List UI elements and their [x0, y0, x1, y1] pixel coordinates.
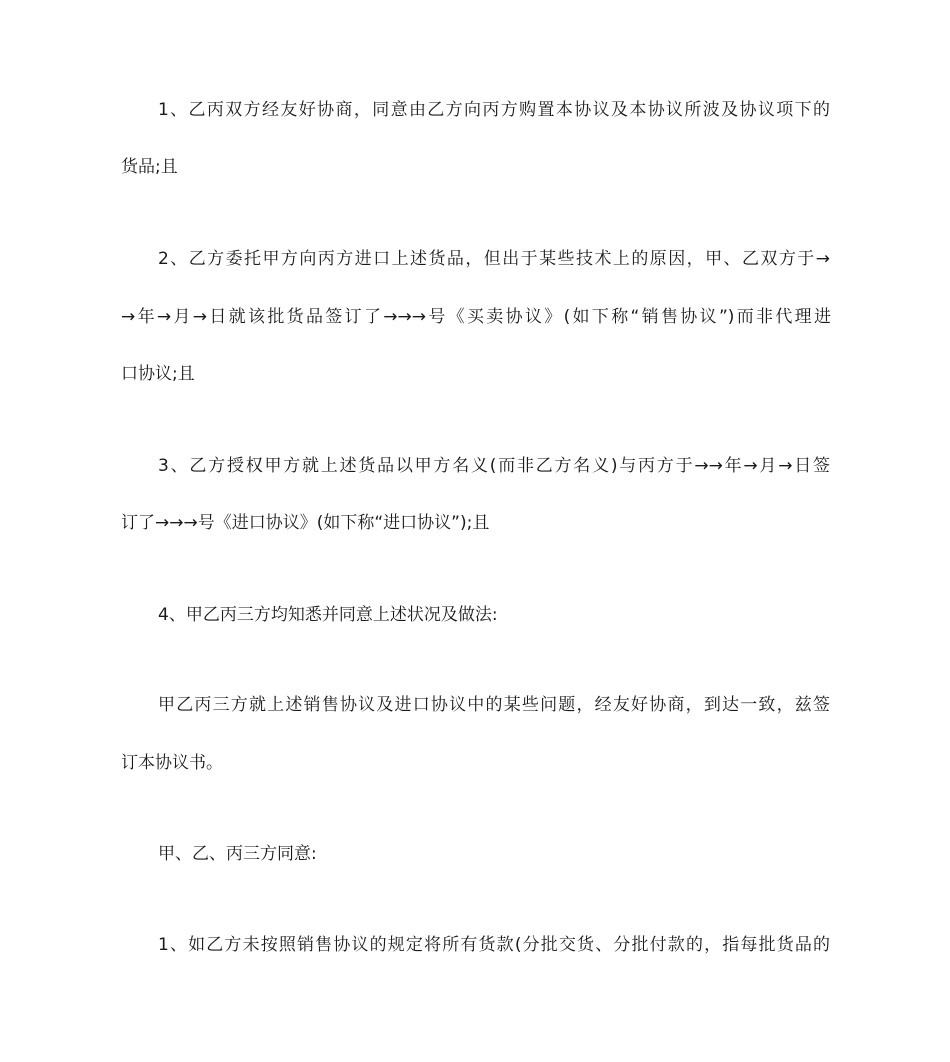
paragraph-5-line-1: 甲乙丙三方就上述销售协议及进口协议中的某些问题，经友好协商，到达一致，兹签 — [158, 695, 830, 715]
paragraph-5-line-2: 订本协议书。 — [121, 753, 223, 773]
paragraph-4-line-1: 4、甲乙丙三方均知悉并同意上述状况及做法: — [158, 605, 498, 625]
paragraph-3-line-1: 3、乙方授权甲方就上述货品以甲方名义(而非乙方名义)与丙方于→→年→月→日签 — [158, 456, 830, 476]
paragraph-3-line-2: 订了→→→号《进口协议》(如下称“进口协议”);且 — [121, 513, 490, 533]
paragraph-6-line-1: 甲、乙、丙三方同意: — [158, 844, 317, 864]
paragraph-7-line-1: 1、如乙方未按照销售协议的规定将所有货款(分批交货、分批付款的，指每批货品的 — [158, 935, 830, 955]
paragraph-1-line-2: 货品;且 — [121, 157, 178, 177]
paragraph-2-line-3: 口协议;且 — [121, 364, 195, 384]
paragraph-2-line-2: →年→月→日就该批货品签订了→→→号《买卖协议》(如下称“销售协议”)而非代理进 — [121, 307, 831, 327]
paragraph-1-line-1: 1、乙丙双方经友好协商，同意由乙方向丙方购置本协议及本协议所波及协议项下的 — [158, 100, 830, 120]
paragraph-2-line-1: 2、乙方委托甲方向丙方进口上述货品，但出于某些技术上的原因，甲、乙双方于→ — [158, 249, 830, 269]
